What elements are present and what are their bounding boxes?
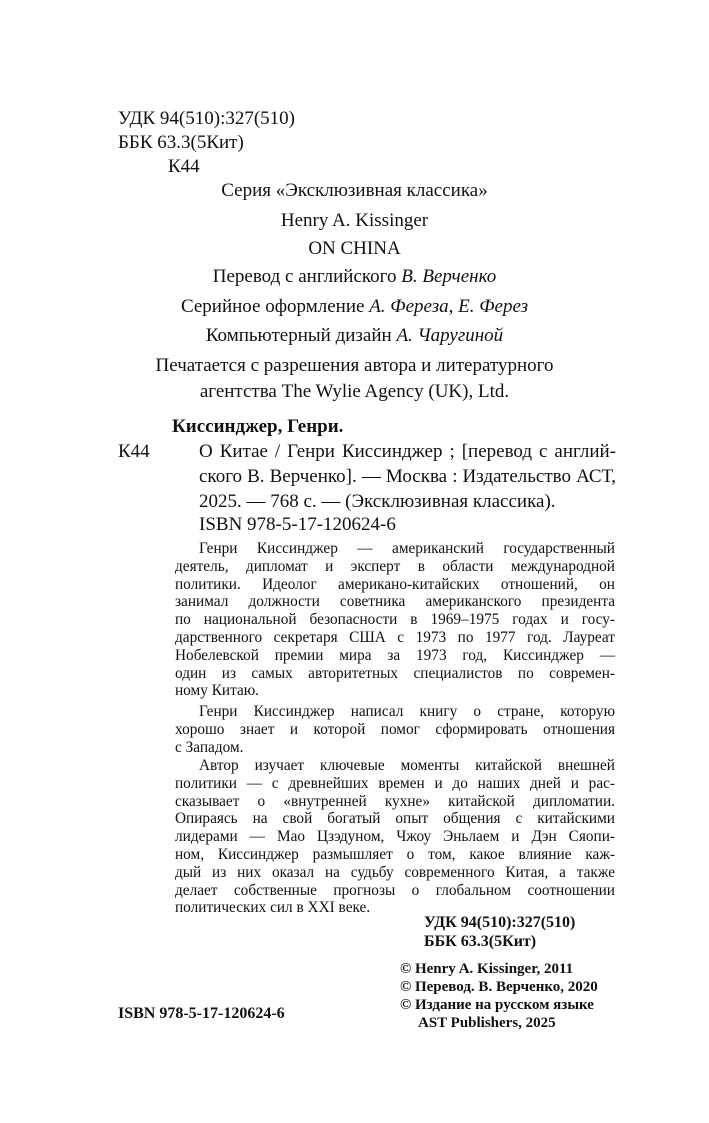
series-designer-1: А. Фереза (369, 296, 449, 317)
bbk-code: ББК 63.3(5Кит) (118, 132, 244, 153)
annotation-line: политики. Идеолог американо-китайских отношений, он (175, 575, 615, 593)
bib-description (199, 439, 616, 514)
series-designer-2: Е. Ферез (458, 296, 529, 317)
udk-code: УДК 94(510):327(510) (118, 108, 296, 129)
annotation-paragraph-2 (175, 703, 615, 756)
annotation-line: ному Китаю. (175, 682, 259, 700)
annotation-line: дарственного секретаря США с 1973 по 1977 год. Лауреат (175, 628, 615, 646)
annotation-line: Нобелевской премии мира за 1973 год, Киссинджер — (175, 646, 615, 664)
series-design-label: Серийное оформление (180, 296, 370, 317)
udk-code-bottom: УДК 94(510):327(510) (424, 914, 576, 931)
annotation-line: один из самых авторитетных специалистов по современ- (175, 664, 615, 682)
original-author: Henry A. Kissinger (280, 210, 429, 231)
author-mark: К44 (168, 156, 200, 177)
copyright-line: © Издание на русском языке (400, 997, 594, 1013)
annotation-line: с Западом. (175, 738, 244, 756)
annotation-line: хорошо знает и которой помог сформировать отношения (175, 720, 615, 738)
copyright-line: © Henry A. Kissinger, 2011 (400, 961, 574, 977)
original-title: ON CHINA (308, 238, 401, 259)
translation-label: Перевод с английского (212, 266, 402, 287)
computer-designer: А. Чаругиной (396, 325, 504, 346)
bib-line: 2025. — 768 с. — (Эксклюзивная классика). (199, 491, 556, 512)
annotation-paragraph-3 (175, 757, 615, 917)
annotation-line: сказывает о «внутренней кухне» китайской дипломатии. (175, 792, 615, 810)
series-design-credit (0, 296, 709, 318)
annotation-line: деятель, дипломат и эксперт в области международной (175, 557, 615, 575)
computer-design-credit (0, 325, 709, 347)
annotation-line: Автор изучает ключевые моменты китайской внешней (199, 757, 615, 774)
annotation-line: занимал должности советника американского президента (175, 593, 615, 611)
annotation-line: дый из них оказал на судьбу современного Китая, а также (175, 863, 615, 881)
annotation-line: делает собственные прогнозы о глобальном соотношении (175, 881, 615, 899)
isbn-bottom: ISBN 978-5-17-120624-6 (118, 1005, 285, 1022)
translation-credit (0, 266, 709, 288)
annotation-line: политических сил в XXI веке. (175, 899, 371, 917)
annotation-line: ном, Киссинджер размышляет о том, какое влияние каж- (175, 845, 615, 863)
bib-author: Киссинджер, Генри. (172, 416, 344, 437)
translator-name: В. Верченко (401, 266, 497, 287)
isbn-mid: ISBN 978-5-17-120624-6 (199, 514, 396, 535)
copyright-line: © Перевод. В. Верченко, 2020 (400, 979, 598, 995)
bib-mark: К44 (118, 441, 150, 462)
bib-line: О Китае / Генри Киссинджер ; [перевод с англий- (199, 441, 616, 462)
annotation-line: лидерами — Мао Цзэдуном, Чжоу Эньлаем и Дэн Сяопи- (175, 828, 615, 846)
annotation-line: Генри Киссинджер написал книгу о стране, которую (199, 703, 615, 720)
copyright-line: AST Publishers, 2025 (418, 1015, 556, 1031)
bbk-code-bottom: ББК 63.3(5Кит) (424, 933, 537, 950)
annotation-paragraph-1 (175, 540, 615, 700)
annotation-line: Генри Киссинджер — американский государственный (199, 540, 615, 557)
permission-line-2: агентства The Wylie Agency (UK), Ltd. (199, 381, 510, 402)
series-line: Серия «Эксклюзивная классика» (221, 180, 488, 201)
computer-design-label: Компьютерный дизайн (205, 325, 397, 346)
annotation-line: Опираясь на свой богатый опыт общения с китайскими (175, 810, 615, 828)
annotation-line: политики — с древнейших времен и до наших дней и рас- (175, 774, 615, 792)
series-designer-sep: , (448, 296, 459, 317)
bib-line: ского В. Верченко]. — Москва : Издательство АСТ, (199, 466, 616, 487)
annotation-line: по национальной безопасности в 1969–1975 годах и госу- (175, 611, 615, 629)
permission-line-1: Печатается с разрешения автора и литературного (155, 355, 554, 376)
